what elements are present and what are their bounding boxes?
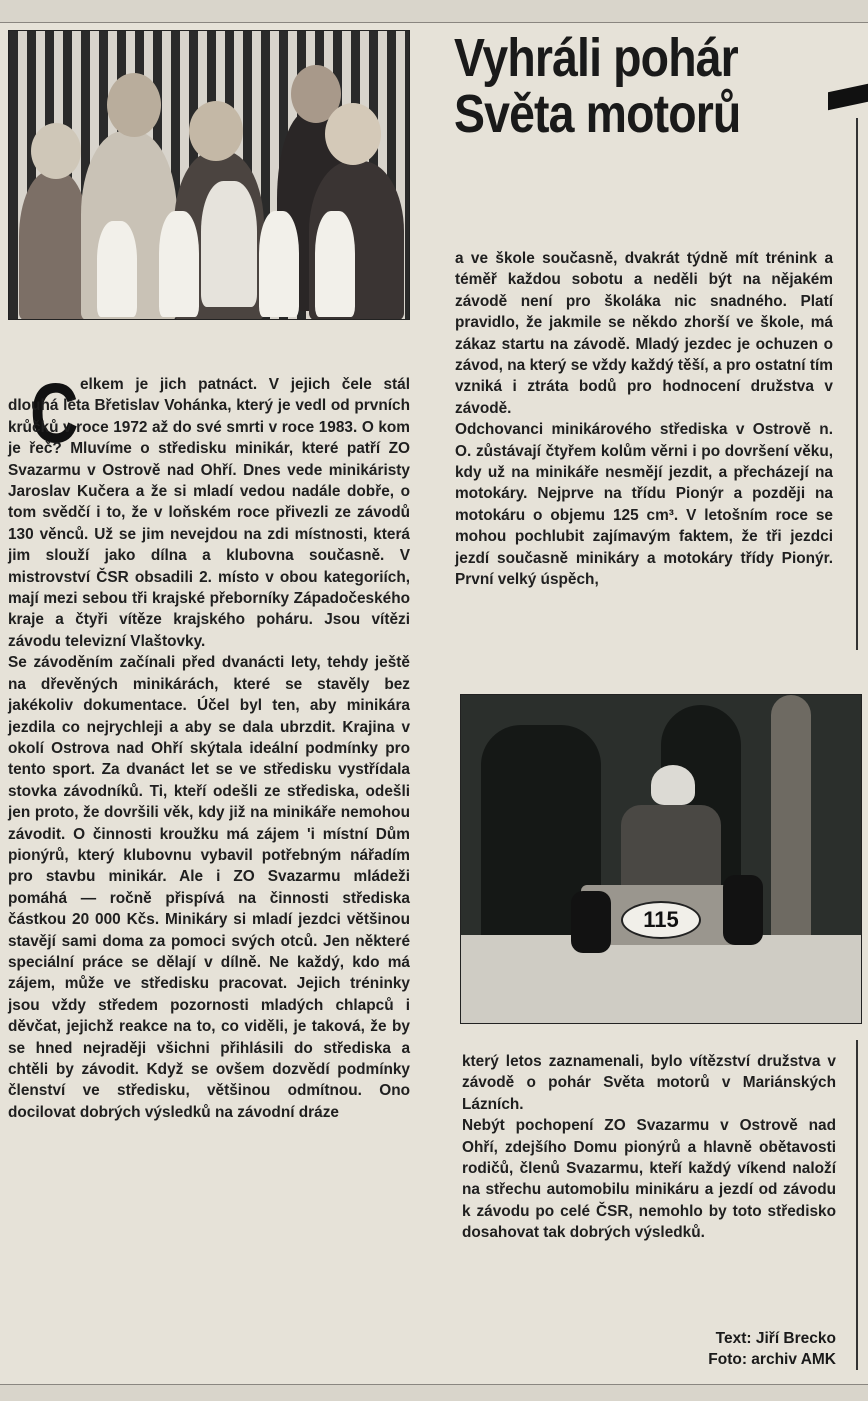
tree	[771, 695, 811, 935]
kart-number: 115	[621, 901, 701, 939]
article-left-column	[8, 366, 410, 1123]
paragraph: a ve škole současně, dvakrát týdně mít trénink a téměř každou sobotu a neděli být na nějakém závodě není pro školáka nic snadného. Platí pravidlo, že jakmile se někdo zhorší ve škole, má zákaz startu na závodě. Mladý jezdec je ochuzen o závod, na který se vždy každý těší, a pro ostatní tím vzniká i ztráta bodů pro hodnocení družstva v závodě.	[455, 250, 833, 417]
trophy	[97, 221, 137, 317]
trophy	[201, 181, 257, 307]
article-right-column-bottom	[462, 1051, 836, 1244]
article-right-column-top	[455, 248, 833, 591]
child-head	[325, 103, 381, 165]
kart-wheel	[571, 891, 611, 953]
headline-line1: Vyhráli pohár	[454, 28, 738, 88]
paragraph	[8, 652, 410, 1123]
headline-line2: Světa motorů	[454, 84, 741, 144]
trophy	[315, 211, 355, 317]
credits	[600, 1328, 836, 1370]
paragraph: který letos zaznamenali, bylo vítězství družstva v závodě o pohár Světa motorů v Mariánských Lázních.	[462, 1053, 836, 1113]
child-head	[107, 73, 161, 137]
paragraph: Odchovanci minikárového střediska v Ostrově n. O. zůstávají čtyřem kolům věrni i po dovršení věku, kdy už na minikáře nesmějí jezdit, a přecházejí na motokáry. Nejprve na třídu Pionýr a později na motokáru o objemu 125 cm³. V letošním roce se mohou pochlubit zajímavým faktem, že tři jezdci jezdí současně minikáry a motokáry třídy Pionýr. První velký úspěch,	[455, 421, 833, 589]
scan-top-edge	[0, 0, 868, 23]
column-rule	[856, 1040, 858, 1370]
paragraph-text: elkem je jich patnáct. V jejich čele stál dlouhá léta Břetislav Vohánka, který je vedl od prvních krůčků v roce 1972 až do své smrti v roce 1983. O kom je řeč? Mluvíme o středisku minikár, které patří ZO Svazarmu v Ostrově nad Ohří. Dnes vede minikáristy Jaroslav Kučera a že si mladí vedou nadále dobře, o tom svědčí i to, že v loňském roce přivezli ze závodů 130 věnců. Už se jim nevejdou na zdi místnosti, která jim slouží jako dílna a klubovna současně. V mistrovství ČSR obsadili 2. místo v obou kategoriích, mají mezi sebou tři krajské přeborníky Západočeského kraje a čtyři vítěze krajského poháru. Jsou vítězi závodu televizní Vlaštovky.	[8, 376, 410, 650]
kart-photo	[460, 694, 862, 1024]
paragraph	[8, 366, 410, 652]
child-head	[189, 101, 243, 161]
photo-credit: Foto: archiv AMK	[708, 1351, 836, 1368]
trophy	[259, 211, 299, 317]
column-rule	[856, 118, 858, 650]
dropcap: C	[30, 366, 79, 460]
child-figure	[19, 171, 89, 320]
driver-helmet-icon	[651, 765, 695, 805]
paragraph-text: Se závoděním začínali před dvanácti lety, tehdy ještě na dřevěných minikárách, které se stavěly bez jakékoliv dokumentace. Účel byl ten, aby minikára jezdila co nejrychleji a aby se dala ubrzdit. Krajina v okolí Ostrova nad Ohří skýtala ideální podmínky pro tento sport. Za dvanáct let se ve středisku vystřídala stovka závodníků. Ti, kteří odešli ze střediska, odešli jen proto, že dovršili věk, kdy již na minikáře nemohou závodit. O činnosti kroužku má zájem 'i místní Dům pionýrů, který klubovnu vybavil potřebným nářadím pro stavbu minikár. Ale i ZO Svazarmu mládeži pomáhá — ročně přispívá na činnosti střediska částkou 20 000 Kčs. Minikáry si mladí jezdci většinou stavějí sami doma za pomoci svých otců. Jen některé speciální práce se dělají v dílně. Ne každý, kdo má zájem, může ve středisku pracovat. Jejich tréninky jsou vždy středem pozornosti mladých chlapců i děvčat, jejichž reakce na to, co viděli, je taková, že by se hned nejraději všichni přihlásili do střediska a chtěli by závodit. Když se ovšem dozvědí podmínky členství ve středisku, většinou odmítnou. Ono docilovat dobrých výsledků na závodní dráze	[8, 654, 410, 1121]
scan-bottom-edge	[0, 1384, 868, 1401]
track	[461, 935, 861, 1023]
headline	[454, 30, 781, 142]
child-head	[31, 123, 81, 179]
trophy	[159, 211, 199, 317]
text-credit: Text: Jiří Brecko	[715, 1330, 836, 1347]
paragraph: Nebýt pochopení ZO Svazarmu v Ostrově nad Ohří, zdejšího Domu pionýrů a hlavně obětavosti rodičů, členů Svazarmu, kteří každý víkend naloží na střechu automobilu minikáru a jezdí od závodu k závodu po celé ČSR, nemohlo by toto středisko dosahovat tak dobrých výsledků.	[462, 1117, 836, 1242]
kart-wheel	[723, 875, 763, 945]
decorative-bar	[828, 84, 868, 111]
group-photo	[8, 30, 410, 320]
